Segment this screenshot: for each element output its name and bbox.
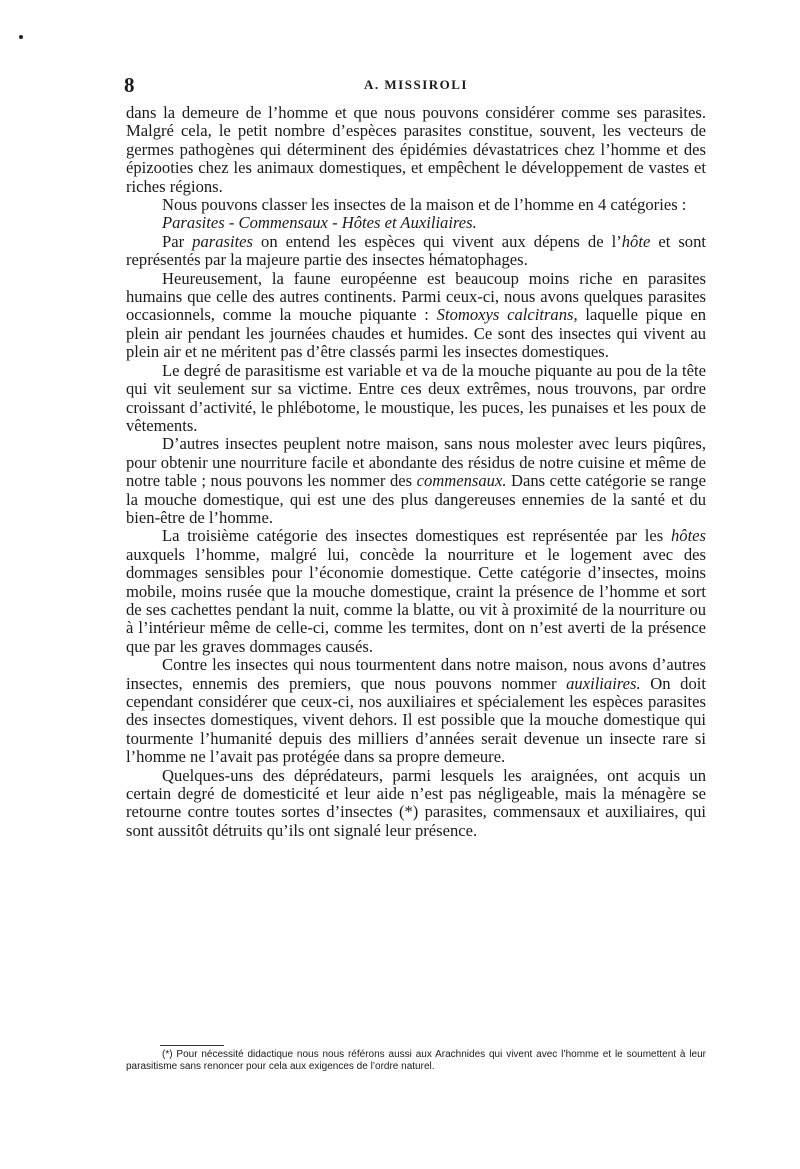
footnote-rule — [160, 1045, 224, 1046]
paragraph-auxiliaries — [126, 656, 706, 766]
page-number: 8 — [124, 73, 135, 97]
body-text — [126, 104, 706, 840]
text-run: on entend les espèces qui vivent aux dépens de l’ — [253, 231, 622, 251]
paragraph-parasites — [126, 233, 706, 270]
term-hote: hôte — [621, 231, 651, 251]
text-run: Par — [162, 231, 193, 251]
text-run: et sont représentés par la majeure partie des insectes hématophages. — [126, 231, 707, 270]
running-head: A. MISSIROLI — [364, 77, 468, 92]
text-run: Dans cette catégorie se range la mouche domestique, qui est une des plus dangereuses ennemies de la santé et du bien-être de l’homme. — [126, 471, 706, 527]
paragraph-hosts — [126, 527, 706, 656]
paragraph-fauna — [126, 270, 706, 362]
paragraph-parasitism: Le degré de parasitisme est variable et va de la mouche piquante au pou de la tête qui vit seulement sur sa victime. Entre ces deux extrêmes, nous trouvons, par ordre croissant d’activité, le phlébotome, le moustique, les puces, les punaises et les poux de vêtements. — [126, 360, 706, 435]
text-run: Contre les insectes qui nous tourmentent dans notre maison, nous avons d’autres insectes, ennemis des premiers, que nous pouvons nommer — [126, 655, 706, 693]
text-run: auxquels l’homme, malgré lui, concède la nourriture et le logement avec des dommages sensibles pour l’économie domestique. Cette catégorie d’insectes, moins mobile, moins rusée que la mouche domestique, craint la présence de l’homme et sort de ses cachettes pendant la nuit, comme la blatte, ou vit à proximité de la nourriture ou à l’intérieur même de celle-ci, comme les termites, dont on n’est averti de la présence que par les graves dommages causés. — [126, 544, 706, 656]
text-run: La troisième catégorie des insectes domestiques est représentée par les — [162, 526, 671, 546]
text-run: Heureusement, la faune européenne est beaucoup moins riche en parasites humains que celle des autres continents. Parmi ceux-ci, nous avons quelques parasites occasionnels, comme la mouche piquante : — [126, 268, 706, 325]
print-speck — [19, 35, 23, 39]
term-hotes: hôtes — [670, 526, 706, 546]
term-parasites: parasites — [192, 231, 254, 251]
paragraph-predators: Quelques-uns des déprédateurs, parmi lesquels les araignées, ont acquis un certain degré de domesticité et leur aide n’est pas négligeable, mais la ménagère se retourne contre toutes sortes d’insectes (*) parasites, commensaux et auxiliaires, qui sont aussitôt détruits qu’ils ont signalé leur présence. — [126, 765, 706, 840]
text-run: laquelle pique en plein air pendant les journées chaudes et humides. Ce sont des insectes qui vivent au plein air et ne méritent pas d’être classés parmi les insectes domestiques. — [126, 305, 707, 362]
term-auxiliaires: auxiliaires. — [566, 673, 641, 693]
text-run: D’autres insectes peuplent notre maison, sans nous molester avec leurs piqûres, pour obtenir une nourriture facile et abondante des résidus de notre cuisine et même de notre table ; nous pouvons les nommer des — [126, 434, 706, 491]
text-run: On doit cependant considérer que ceux-ci, nos auxiliaires et spécialement les espèces parasites des insectes domestiques, vivent dehors. Il est possible que la mouche domestique qui tourmente l’humanité depuis des milliers d’années serait devenue un insecte rare si l’homme ne l’avait pas protégée dans sa propre demeure. — [126, 673, 706, 767]
paragraph-commensals — [126, 435, 706, 527]
term-stomoxys: Stomoxys calcitrans, — [436, 305, 578, 325]
categories-line: Parasites - Commensaux - Hôtes et Auxiliaires. — [162, 213, 477, 233]
term-commensaux: commensaux. — [416, 471, 507, 491]
paragraph-1: dans la demeure de l’homme et que nous pouvons considérer comme ses parasites. Malgré cela, le petit nombre d’espèces parasites constitue, souvent, les vecteurs de germes pathogènes qui déterminent des épidémies dévastatrices chez l’homme et des épizooties chez les animaux domestiques, et empêchent le développement de vastes et riches régions. — [126, 103, 706, 196]
footnote: (*) Pour nécessité didactique nous nous référons aussi aux Arachnides qui vivent avec l’homme et le soumettent à leur parasitisme sans renoncer pour cela aux exigences de l’ordre naturel. — [126, 1049, 706, 1072]
paragraph-2: Nous pouvons classer les insectes de la maison et de l’homme en 4 catégories : — [162, 195, 687, 215]
page-header — [124, 72, 708, 98]
